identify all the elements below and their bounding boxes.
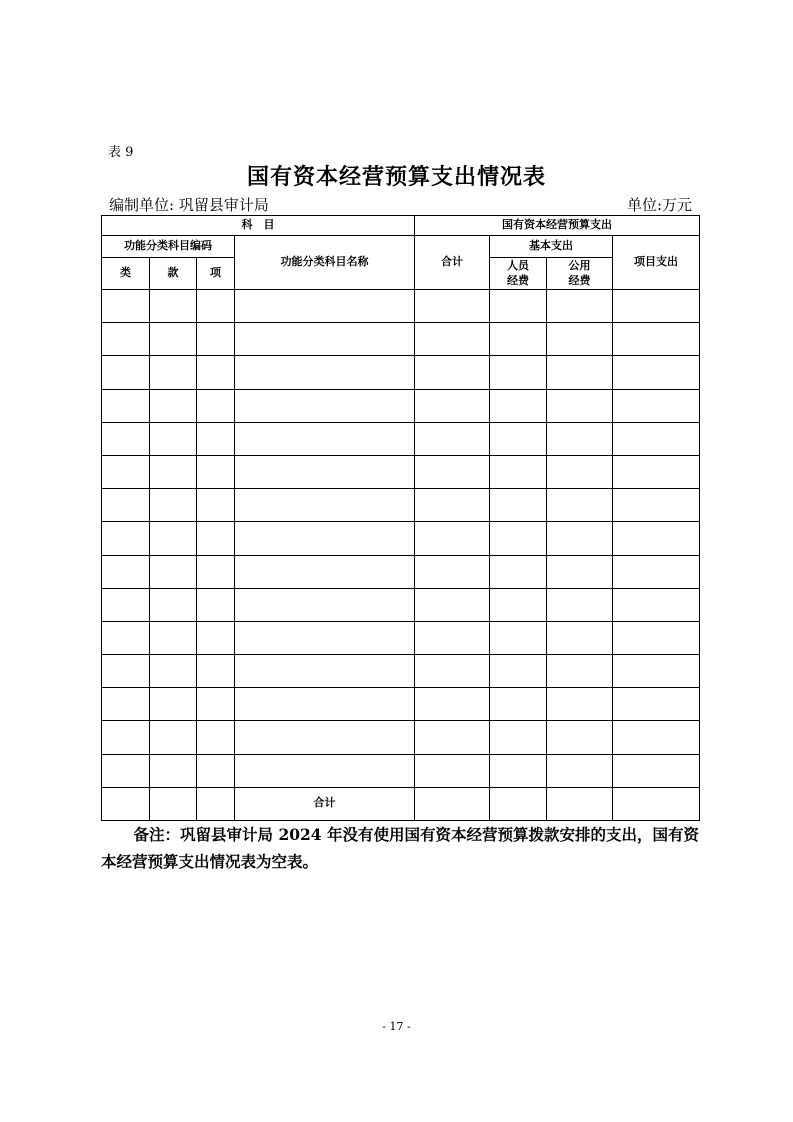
kuan-header: 款 (150, 258, 197, 290)
table-cell (547, 754, 613, 787)
table-cell (415, 356, 490, 389)
table-row (102, 621, 700, 654)
table-cell (235, 754, 415, 787)
table-cell (102, 655, 150, 688)
table-cell (197, 787, 235, 820)
table-cell (613, 422, 700, 455)
table-cell (150, 323, 197, 356)
table-cell (150, 389, 197, 422)
table-cell (102, 787, 150, 820)
table-cell (490, 290, 547, 323)
table-cell (102, 754, 150, 787)
table-cell (197, 754, 235, 787)
table-row (102, 389, 700, 422)
table-cell (102, 621, 150, 654)
table-row (102, 754, 700, 787)
table-cell (197, 422, 235, 455)
page-number: - 17 - (382, 1020, 411, 1033)
table-cell (490, 655, 547, 688)
table-cell (150, 688, 197, 721)
remark: 备注：巩留县审计局 2024 年没有使用国有资本经营预算拨款安排的支出，国有资本经营预算支出情况表为空表。 (101, 825, 699, 871)
table-cell (613, 555, 700, 588)
table-cell (415, 290, 490, 323)
table-cell (150, 489, 197, 522)
table-cell (102, 290, 150, 323)
table-cell (197, 621, 235, 654)
table-cell (613, 588, 700, 621)
table-cell (235, 555, 415, 588)
table-cell (490, 522, 547, 555)
table-cell (415, 655, 490, 688)
table-cell (235, 522, 415, 555)
table-cell (613, 754, 700, 787)
table-cell (102, 522, 150, 555)
table-cell (547, 389, 613, 422)
table-cell (150, 422, 197, 455)
table-cell (547, 555, 613, 588)
table-cell (102, 422, 150, 455)
table-cell (490, 621, 547, 654)
public-expense-line2: 经费 (568, 273, 591, 287)
table-row (102, 588, 700, 621)
table-cell (490, 688, 547, 721)
total-label: 合计 (235, 787, 415, 820)
page-title: 国有资本经营预算支出情况表 (246, 164, 546, 190)
table-cell (547, 323, 613, 356)
subject-header: 科 目 (102, 216, 415, 236)
xiang-header: 项 (197, 258, 235, 290)
table-cell (613, 787, 700, 820)
table-cell (547, 588, 613, 621)
personnel-expense-header (490, 258, 547, 290)
table-cell (197, 688, 235, 721)
table-cell (102, 688, 150, 721)
table-cell (235, 588, 415, 621)
table-cell (613, 721, 700, 754)
table-cell (490, 555, 547, 588)
budget-table (101, 215, 700, 821)
table-cell (197, 522, 235, 555)
table-cell (490, 588, 547, 621)
table-cell (102, 356, 150, 389)
table-cell (547, 455, 613, 488)
table-cell (102, 489, 150, 522)
table-cell (150, 455, 197, 488)
table-cell (547, 290, 613, 323)
table-cell (613, 356, 700, 389)
table-cell (197, 655, 235, 688)
table-cell (197, 389, 235, 422)
table-cell (490, 787, 547, 820)
table-cell (235, 655, 415, 688)
table-cell (197, 555, 235, 588)
lei-header: 类 (102, 258, 150, 290)
table-cell (150, 754, 197, 787)
table-cell (235, 621, 415, 654)
table-cell (415, 787, 490, 820)
org-unit: 编制单位: 巩留县审计局 (109, 196, 269, 214)
table-cell (235, 422, 415, 455)
table-cell (490, 489, 547, 522)
table-cell (415, 323, 490, 356)
table-cell (547, 787, 613, 820)
table-cell (547, 688, 613, 721)
table-cell (235, 389, 415, 422)
table-cell (415, 754, 490, 787)
table-cell (547, 422, 613, 455)
table-cell (235, 721, 415, 754)
table-row (102, 290, 700, 323)
public-expense-line1: 公用 (568, 258, 591, 272)
table-row (102, 323, 700, 356)
table-cell (415, 721, 490, 754)
table-cell (150, 356, 197, 389)
total-header: 合计 (415, 236, 490, 290)
table-cell (197, 290, 235, 323)
currency-unit: 单位:万元 (626, 196, 692, 214)
table-cell (150, 588, 197, 621)
table-cell (490, 422, 547, 455)
table-cell (613, 621, 700, 654)
table-cell (415, 555, 490, 588)
table-cell (102, 455, 150, 488)
table-row (102, 522, 700, 555)
table-row (102, 655, 700, 688)
table-cell (415, 489, 490, 522)
table-cell (547, 522, 613, 555)
personnel-expense-line2: 经费 (507, 273, 529, 287)
table-row (102, 489, 700, 522)
table-cell (197, 323, 235, 356)
table-cell (613, 455, 700, 488)
table-cell (415, 621, 490, 654)
table-cell (490, 356, 547, 389)
table-cell (613, 688, 700, 721)
func-code-header: 功能分类科目编码 (102, 236, 235, 258)
table-row (102, 455, 700, 488)
budget-header: 国有资本经营预算支出 (415, 216, 700, 236)
table-cell (150, 621, 197, 654)
table-cell (102, 588, 150, 621)
table-cell (547, 655, 613, 688)
table-cell (102, 389, 150, 422)
table-cell (547, 489, 613, 522)
table-cell (490, 389, 547, 422)
table-cell (102, 323, 150, 356)
func-name-header: 功能分类科目名称 (235, 236, 415, 290)
basic-expense-header: 基本支出 (490, 236, 613, 258)
table-cell (150, 290, 197, 323)
table-cell (415, 588, 490, 621)
project-expense-header: 项目支出 (613, 236, 700, 290)
table-cell (547, 721, 613, 754)
table-cell (490, 721, 547, 754)
table-cell (197, 455, 235, 488)
table-cell (613, 290, 700, 323)
table-cell (613, 522, 700, 555)
table-cell (547, 356, 613, 389)
table-cell (415, 389, 490, 422)
table-cell (613, 389, 700, 422)
table-row (102, 688, 700, 721)
table-cell (197, 489, 235, 522)
table-cell (102, 555, 150, 588)
table-row (102, 356, 700, 389)
table-cell (235, 489, 415, 522)
table-number: 表 9 (108, 145, 134, 160)
table-cell (235, 290, 415, 323)
table-cell (415, 688, 490, 721)
table-cell (150, 555, 197, 588)
public-expense-header (547, 258, 613, 290)
table-cell (235, 455, 415, 488)
table-cell (235, 356, 415, 389)
personnel-expense-line1: 人员 (507, 258, 529, 272)
table-cell (613, 323, 700, 356)
table-cell (547, 621, 613, 654)
table-cell (150, 655, 197, 688)
table-cell (197, 356, 235, 389)
table-cell (150, 522, 197, 555)
table-cell (490, 455, 547, 488)
table-cell (102, 721, 150, 754)
table-row (102, 555, 700, 588)
table-cell (490, 754, 547, 787)
table-cell (415, 522, 490, 555)
table-row (102, 422, 700, 455)
table-cell (150, 787, 197, 820)
total-row (102, 787, 700, 820)
table-cell (150, 721, 197, 754)
table-cell (490, 323, 547, 356)
table-cell (197, 721, 235, 754)
table-cell (415, 422, 490, 455)
table-cell (613, 655, 700, 688)
table-body (102, 290, 700, 788)
table-cell (415, 455, 490, 488)
table-cell (235, 688, 415, 721)
table-cell (197, 588, 235, 621)
table-cell (235, 323, 415, 356)
table-row (102, 721, 700, 754)
table-cell (613, 489, 700, 522)
